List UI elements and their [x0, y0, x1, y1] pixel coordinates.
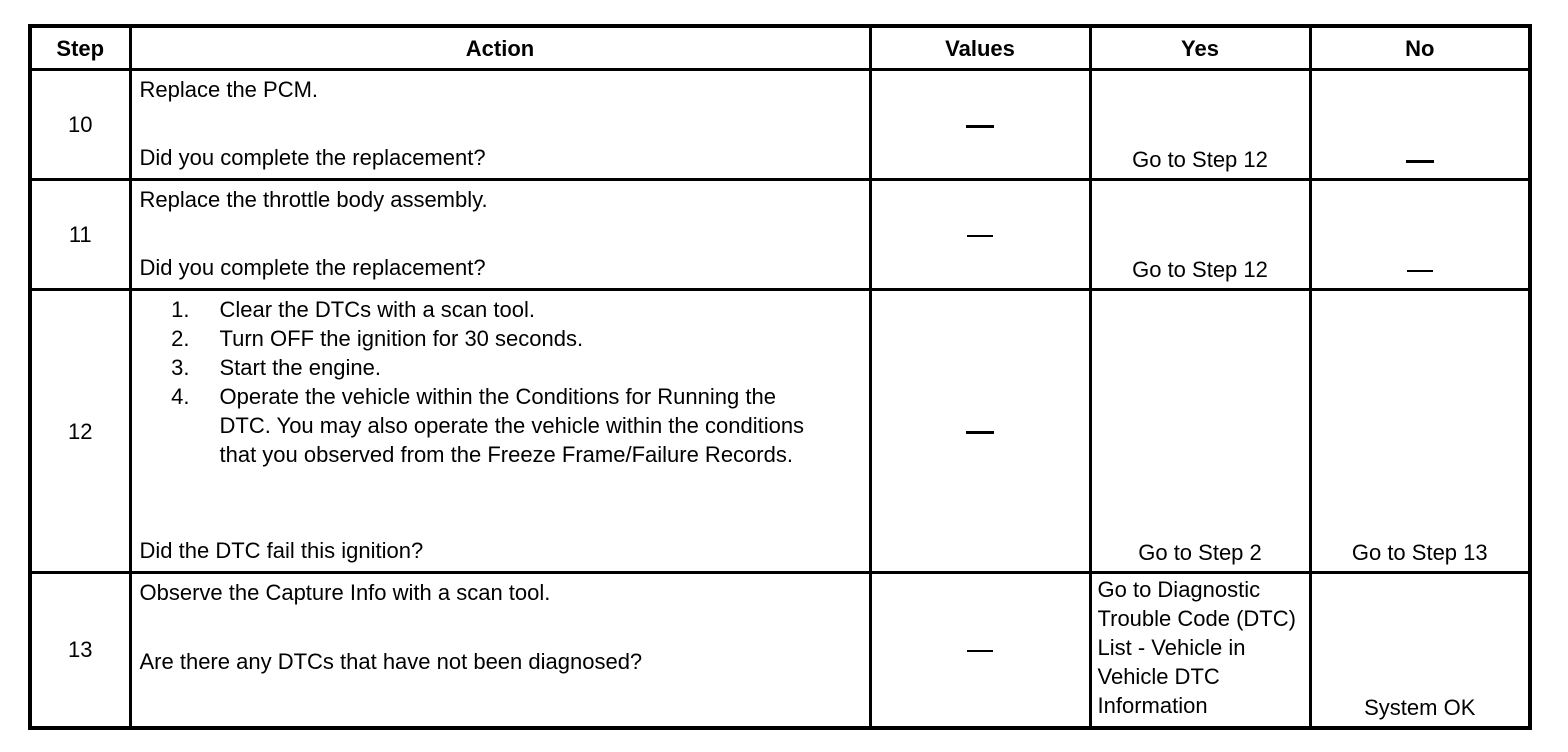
table-row-step-10	[30, 70, 1530, 180]
header-no: No	[1310, 26, 1530, 70]
header-yes: Yes	[1090, 26, 1310, 70]
action-cell	[130, 180, 870, 290]
list-item: 4. Operate the vehicle within the Conditions for Running the DTC. You may also operate the vehicle within the conditions that you observed from the Freeze Frame/Failure Records.	[171, 384, 805, 467]
step-number: 10	[30, 70, 130, 180]
no-cell: Go to Step 13	[1310, 290, 1530, 573]
step-number: 11	[30, 180, 130, 290]
action-cell	[130, 290, 870, 573]
values-cell	[870, 573, 1090, 728]
action-text: Replace the PCM.	[139, 77, 319, 102]
em-dash-value	[966, 431, 994, 434]
header-row	[30, 26, 1530, 70]
diagnostic-table	[28, 24, 1532, 730]
no-cell: System OK	[1310, 573, 1530, 728]
values-cell	[870, 180, 1090, 290]
table-row-step-11	[30, 180, 1530, 290]
header-values: Values	[870, 26, 1090, 70]
table-row-step-13	[30, 573, 1530, 728]
no-cell	[1310, 180, 1530, 290]
action-cell	[130, 70, 870, 180]
table-row-step-12	[30, 290, 1530, 573]
no-cell	[1310, 70, 1530, 180]
values-cell	[870, 290, 1090, 573]
header-step: Step	[30, 26, 130, 70]
list-item: 3. Start the engine.	[171, 355, 381, 380]
action-question: Are there any DTCs that have not been diagnosed?	[139, 649, 643, 674]
em-dash-value	[967, 235, 993, 237]
yes-cell: Go to Diagnostic Trouble Code (DTC) List - Vehicle in Vehicle DTC Information	[1090, 573, 1310, 728]
em-dash-value	[967, 650, 993, 652]
values-cell	[870, 70, 1090, 180]
action-question: Did the DTC fail this ignition?	[139, 538, 424, 563]
yes-cell: Go to Step 12	[1090, 180, 1310, 290]
em-dash-value	[966, 125, 994, 128]
yes-cell: Go to Step 2	[1090, 290, 1310, 573]
em-dash-value	[1406, 160, 1434, 163]
action-question: Did you complete the replacement?	[139, 255, 486, 280]
yes-cell: Go to Step 12	[1090, 70, 1310, 180]
em-dash-value	[1407, 270, 1433, 272]
action-text: Replace the throttle body assembly.	[139, 187, 488, 212]
list-item: 2. Turn OFF the ignition for 30 seconds.	[171, 326, 584, 351]
action-text: Observe the Capture Info with a scan tool.	[139, 580, 551, 605]
header-action: Action	[130, 26, 870, 70]
action-step-list	[140, 295, 863, 469]
step-number: 12	[30, 290, 130, 573]
action-question: Did you complete the replacement?	[139, 145, 486, 170]
action-cell	[130, 573, 870, 728]
list-item: 1. Clear the DTCs with a scan tool.	[171, 297, 535, 322]
step-number: 13	[30, 573, 130, 728]
